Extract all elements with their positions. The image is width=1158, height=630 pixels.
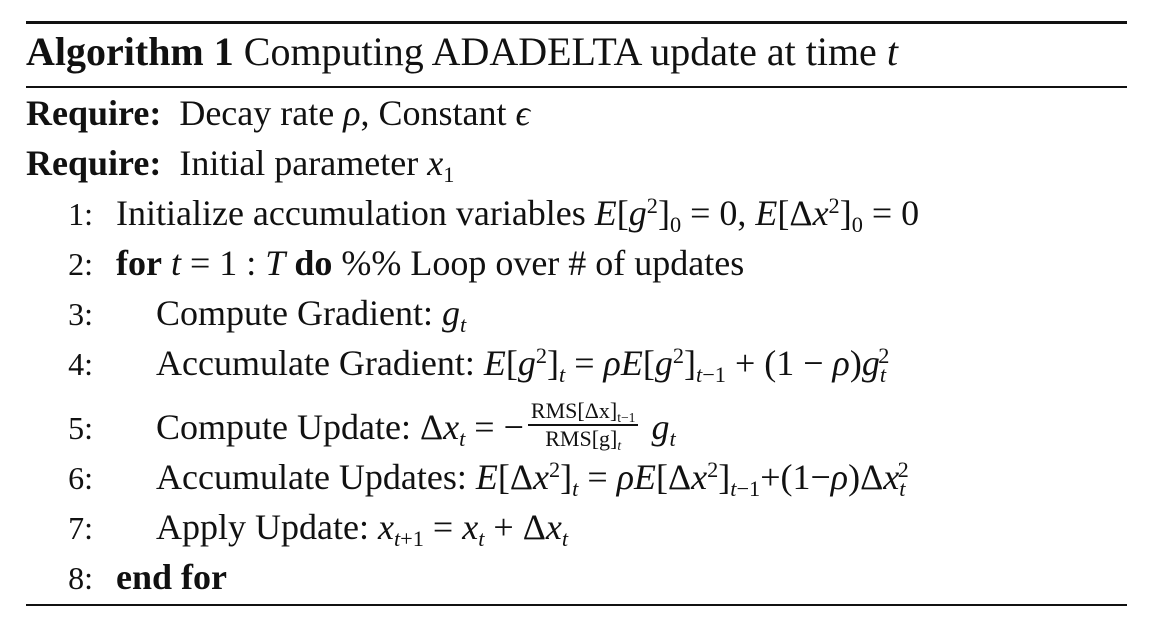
require-line-2	[26, 141, 455, 188]
step-number: 6:	[68, 460, 93, 496]
step-number: 2:	[68, 246, 93, 282]
step-7	[26, 505, 569, 552]
bottom-rule	[26, 604, 1127, 606]
epsilon-symbol: ϵ	[515, 93, 531, 133]
algorithm-title-var: t	[886, 29, 898, 74]
step-math: $\Delta x_t$ = − $\frac{RMS[\Delta x]_{t-1}}{RMS[g]_t}$ $g_t$	[419, 397, 676, 454]
step-1	[26, 191, 920, 238]
step-2	[26, 241, 744, 285]
top-rule	[26, 21, 1127, 24]
step-text: Initialize accumulation variables	[116, 193, 586, 233]
step-8	[26, 555, 227, 599]
require-text: , Constant	[360, 93, 507, 133]
algorithm-title: Computing ADADELTA update at time	[243, 29, 877, 74]
do-keyword: do	[294, 243, 333, 283]
step-number: 4:	[68, 346, 93, 382]
for-keyword: for	[116, 243, 162, 283]
step-comment: %% Loop over # of updates	[341, 243, 745, 283]
algorithm-caption	[26, 27, 898, 77]
end-for-keyword: end for	[116, 557, 227, 597]
require-keyword: Require:	[26, 143, 162, 183]
step-math: $E[\Delta x^2]_t = \rho E[\Delta x^2]_{t-1}+(1-\rho)\Delta x_t^2$	[475, 456, 909, 502]
step-6	[26, 455, 909, 502]
step-text: Compute Update:	[156, 407, 411, 447]
step-5	[26, 399, 676, 455]
step-text: Accumulate Gradient:	[156, 343, 475, 383]
step-text: Compute Gradient:	[156, 293, 433, 333]
algorithm-label: Algorithm 1	[26, 29, 234, 74]
update-fraction: $\frac{RMS[\Delta x]_{t-1}}{RMS[g]_t}$	[528, 400, 639, 450]
step-math: $E[g^2]_0 = 0$, $E[\Delta x^2]_0 = 0$	[594, 192, 920, 238]
require-keyword: Require:	[26, 93, 162, 133]
param-var: $x_1$	[427, 143, 455, 188]
step-text: Apply Update:	[156, 507, 369, 547]
require-text: Initial parameter	[179, 143, 419, 183]
step-4	[26, 341, 890, 388]
step-math: $x_{t+1} = x_t + \Delta x_t$	[377, 507, 569, 552]
require-text: Decay rate	[179, 93, 335, 133]
step-number: 3:	[68, 296, 93, 332]
rho-symbol: ρ	[343, 93, 361, 133]
step-number: 1:	[68, 196, 93, 232]
caption-rule	[26, 86, 1127, 88]
step-math: $g_t$	[441, 293, 467, 338]
step-text: Accumulate Updates:	[156, 457, 467, 497]
step-math: $E[g^2]_t = \rho E[g^2]_{t-1} + (1 - \rho)g_t^2$	[483, 342, 890, 388]
require-line-1	[26, 91, 530, 135]
step-number: 7:	[68, 510, 93, 546]
step-3	[26, 291, 467, 338]
algorithm-box	[26, 21, 1127, 607]
step-math: t = 1 : T	[170, 243, 286, 283]
step-number: 5:	[68, 410, 93, 446]
step-number: 8:	[68, 560, 93, 596]
